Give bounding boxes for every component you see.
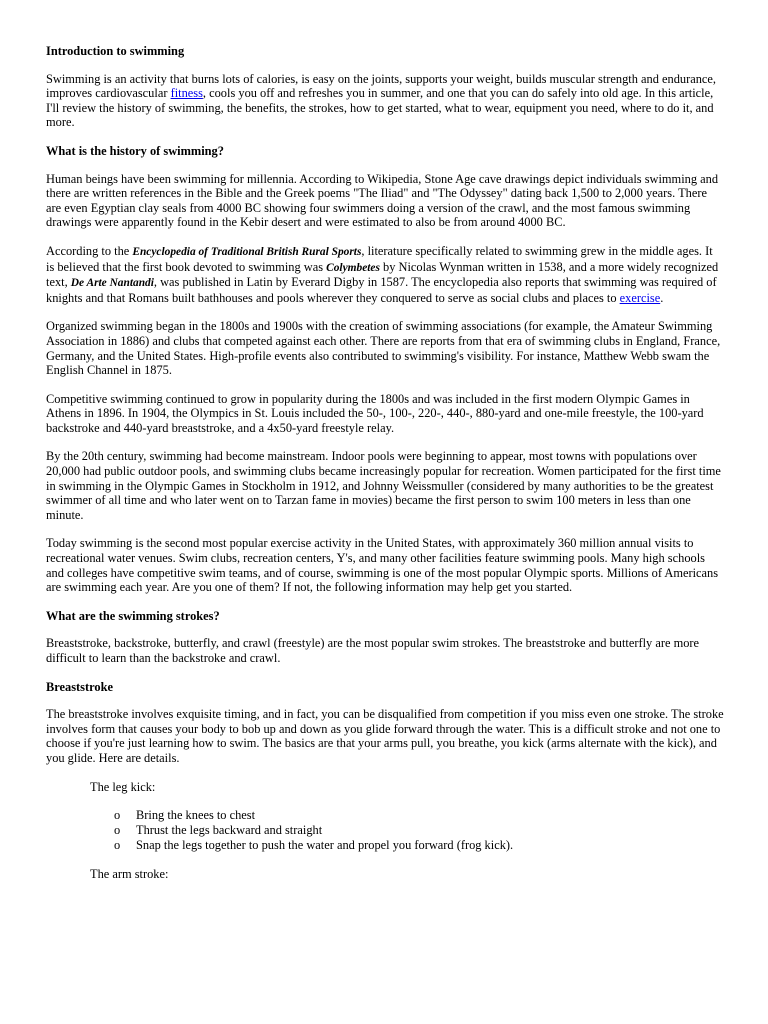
leg-kick-label: The leg kick: [90,779,156,794]
list-item: o Thrust the legs backward and straight [114,822,323,837]
intro-heading: Introduction to swimming [46,44,185,58]
book-title: Encyclopedia of Traditional British Rural Sports [132,245,362,258]
leg-kick-list [114,808,724,852]
bullet-icon: o [114,822,121,837]
exercise-link[interactable]: exercise [619,290,661,305]
history-paragraph-5: By the 20th century, swimming had become mainstream. Indoor pools were beginning to appear, most towns with populations over 20,000 had public outdoor pools, and swimming clubs became increasingly popular for recreation. Women participated for the first time in swimming in the Olympic Games in Stockholm in 1912, and Johnny Weissmuller (considered by many authorities to be the greatest swimmer of all time and who later went on to Tarzan fame in movies) became the first person to swim 100 meters in less than one minute. [46,449,721,522]
fitness-link[interactable]: fitness [170,86,203,101]
history-paragraph-6: Today swimming is the second most popular exercise activity in the United States, with approximately 360 million annual visits to recreational water venues. Swim clubs, recreation centers, Y's, and many other facilities feature swimming pools. Many high schools and colleges have competitive swim teams, and of course, swimming is one of the most popular Olympic sports. Millions of Americans are swimming each year. Are you one of them? If not, the following information may help get you started. [46,536,719,595]
intro-paragraph: Swimming is an activity that burns lots of calories, is easy on the joints, supports your weight, builds muscular strength and endurance, improves cardiovascular fitness, cools you off and refreshes you in summer, and one that you can do safely into old age. In this article, I'll review the history of swimming, the benefits, the strokes, how to get started, what to wear, equipment you need, where to do it, and more. [46,71,717,130]
history-paragraph-3: Organized swimming began in the 1800s and 1900s with the creation of swimming associations (for example, the Amateur Swimming Association in 1886) and clubs that competed against each other. There are reports from that era of swimming clubs in England, France, Germany, and the United States. High-profile events also contributed to swimming's visibility. For instance, Matthew Webb swam the English Channel in 1875. [46,319,721,378]
history-heading: What is the history of swimming? [46,143,224,158]
history-paragraph-1: Human beings have been swimming for millennia. According to Wikipedia, Stone Age cave drawings depict individuals swimming and there are written references in the Bible and the Greek poems "The Iliad" and "The Odyssey" dating back 1,500 to 2,000 years. There are even Egyptian clay seals from 4000 BC showing four swimmers doing a version of the crawl, and the most famous swimming drawings were apparently found in the Kebir desert and were estimated to also be from around 4000 BC. [46,171,719,230]
book-title: Colymbetes [326,261,380,274]
breaststroke-paragraph: The breaststroke involves exquisite timing, and in fact, you can be disqualified from competition if you miss even one stroke. The stroke involves form that causes your body to bob up and down as you glide forward through the water. This is a difficult stroke and not one to choose if you're just learning how to swim. The basics are that your arms pull, you breathe, you kick (arms alternate with the kick), and you glide. Here are details. [46,707,724,765]
history-paragraph-2: According to the Encyclopedia of Traditional British Rural Sports, literature specifically related to swimming grew in the middle ages. It is believed that the first book devoted to swimming was Colymbetes by Nicolas Wynman written in 1538, and a more widely recognized text, De Arte Nantandi, was published in Latin by Everard Digby in 1587. The encyclopedia also reports that swimming was required of knights and that Romans built bathhouses and pools wherever they conquered to serve as social clubs and places to exercise. [46,243,719,305]
list-item: o Bring the knees to chest [114,808,256,823]
strokes-heading: What are the swimming strokes? [46,608,220,623]
bullet-icon: o [114,808,121,823]
strokes-paragraph: Breaststroke, backstroke, butterfly, and crawl (freestyle) are the most popular swim strokes. The breaststroke and butterfly are more difficult to learn than the backstroke and crawl. [46,636,700,665]
breaststroke-heading: Breaststroke [46,679,113,694]
bullet-icon: o [114,837,121,852]
arm-stroke-label: The arm stroke: [90,866,169,881]
book-title: De Arte Nantandi [70,277,154,290]
history-paragraph-4: Competitive swimming continued to grow in popularity during the 1800s and was included in the first modern Olympic Games in Athens in 1896. In 1904, the Olympics in St. Louis included the 50-, 100-, 220-, 440-, 880-yard and one-mile freestyle, the 100-yard backstroke and 440-yard breaststroke, and a 4x50-yard freestyle relay. [46,391,704,435]
list-item: o Snap the legs together to push the water and propel you forward (frog kick). [114,837,514,852]
